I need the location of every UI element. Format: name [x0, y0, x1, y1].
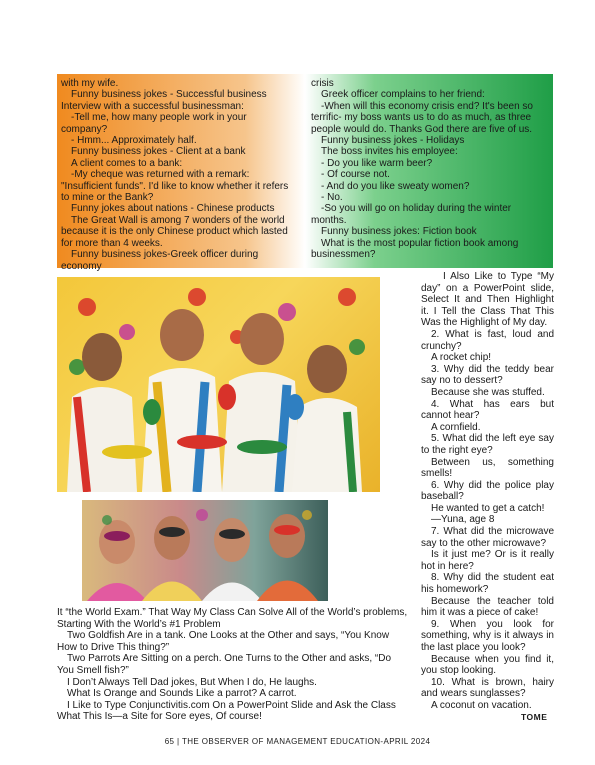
joke-question: 10. What is brown, hairy and wears sunglasses? — [421, 676, 554, 700]
text-line: with my wife. — [61, 78, 119, 89]
joke-answer: Is it just me? Or is it really hot in here? — [421, 549, 554, 572]
joke-answer: A rocket chip! — [431, 352, 492, 364]
banner-column-right — [311, 78, 547, 261]
joke-answer: Because when you find it, you stop looking. — [421, 653, 554, 677]
text-line: I Like to Type Conjunctivitis.com On a PowerPoint Slide and Ask the Class What This Is—a Site for Sore eyes, Of course! — [57, 699, 396, 723]
text-line: I Don’t Always Tell Dad jokes, But When I do, He laughs. — [67, 676, 317, 688]
text-line: It “the World Exam.” That Way My Class Can Solve All of the World’s problems, Starting With the World’s #1 Problem — [57, 607, 408, 630]
text-line: Two Parrots Are Sitting on a perch. One Turns to the Other and asks, “Do You Smell fish?” — [57, 653, 392, 676]
joke-question: 5. What did the left eye say to the right eye? — [421, 433, 554, 456]
text-line: - No. — [321, 192, 343, 204]
text-line: - Do you like warm beer? — [321, 157, 433, 169]
text-line: - Of course not. — [321, 169, 390, 181]
joke-question: 7. What did the microwave say to the other microwave? — [421, 526, 554, 549]
text-line: crisis — [311, 78, 334, 89]
holi-photo-illustration — [57, 277, 380, 492]
joke-question: 2. What is fast, loud and crunchy? — [421, 328, 554, 352]
text-line: -My cheque was returned with a remark: "Insufficient funds". I'd like to know whether it refers to mine or the Bank? — [61, 169, 289, 204]
holi-friends-laughing-photo — [82, 500, 328, 601]
text-line: -Tell me, how many people work in your company? — [61, 112, 247, 135]
joke-answer: Between us, something smells! — [421, 456, 554, 480]
text-line: - Hmm... Approximately half. — [71, 135, 197, 147]
joke-attribution: —Yuna, age 8 — [431, 514, 495, 526]
text-line: The boss invites his employee: — [321, 146, 458, 158]
text-line: -When will this economy crisis end? It's been so terrific- my boss wants us to do as much, as three people would do. Thanks God there are five of us. — [311, 100, 533, 135]
joke-question: 9. When you look for something, why is it always in the last place you look? — [421, 618, 554, 653]
text-line: I Also Like to Type “My day” on a PowerPoint slide, Select It and Then Highlight it. I Tell the Class That This Was the Highlight of My day. — [421, 271, 554, 329]
joke-question: 3. Why did the teddy bear say no to dessert? — [421, 363, 554, 387]
bottom-joke-column — [57, 607, 410, 723]
text-line: Two Goldfish Are in a tank. One Looks at the Other and says, “You Know How to Drive This thing?” — [57, 630, 390, 653]
page-footer: 65 | THE OBSERVER OF MANAGEMENT EDUCATION-APRIL 2024 — [164, 737, 431, 746]
joke-answer: He wanted to get a catch! — [431, 502, 545, 514]
text-line: - And do you like sweaty women? — [321, 180, 470, 192]
joke-answer: A coconut on vacation. — [431, 699, 532, 711]
text-line: Greek officer complains to her friend: — [321, 89, 485, 101]
text-line: What Is Orange and Sounds Like a parrot? A carrot. — [67, 688, 297, 700]
joke-answer: Because she was stuffed. — [431, 386, 545, 398]
right-joke-column — [421, 271, 554, 712]
joke-answer: A cornfield. — [431, 421, 481, 433]
joke-answer: Because the teacher told him it was a piece of cake! — [421, 595, 554, 619]
joke-question: 6. Why did the police play baseball? — [421, 479, 554, 503]
section-heading: Funny business jokes - Successful business Interview with a successful businessman: — [61, 89, 267, 112]
text-line: What is the most popular fiction book among businessmen? — [311, 237, 519, 261]
holi-friends-illustration — [82, 500, 328, 601]
section-heading: Funny business jokes - Holidays — [321, 135, 465, 147]
section-heading: Funny jokes about nations - Chinese products — [71, 203, 275, 215]
author-signature: TOME — [521, 712, 548, 722]
section-heading: Funny business jokes - Client at a bank — [71, 146, 246, 158]
text-line: The Great Wall is among 7 wonders of the world because it is the only Chinese product which lasted for more than 4 weeks. — [61, 214, 288, 249]
joke-question: 8. Why did the student eat his homework? — [421, 572, 554, 596]
text-line: -So you will go on holiday during the winter months. — [311, 203, 512, 226]
banner-column-left — [61, 78, 293, 272]
holi-celebration-group-photo — [57, 277, 380, 492]
section-heading: Funny business jokes-Greek officer during economy — [61, 249, 259, 272]
joke-question: 4. What has ears but cannot hear? — [421, 398, 554, 422]
section-heading: Funny business jokes: Fiction book — [321, 226, 477, 238]
text-line: A client comes to a bank: — [71, 157, 183, 169]
